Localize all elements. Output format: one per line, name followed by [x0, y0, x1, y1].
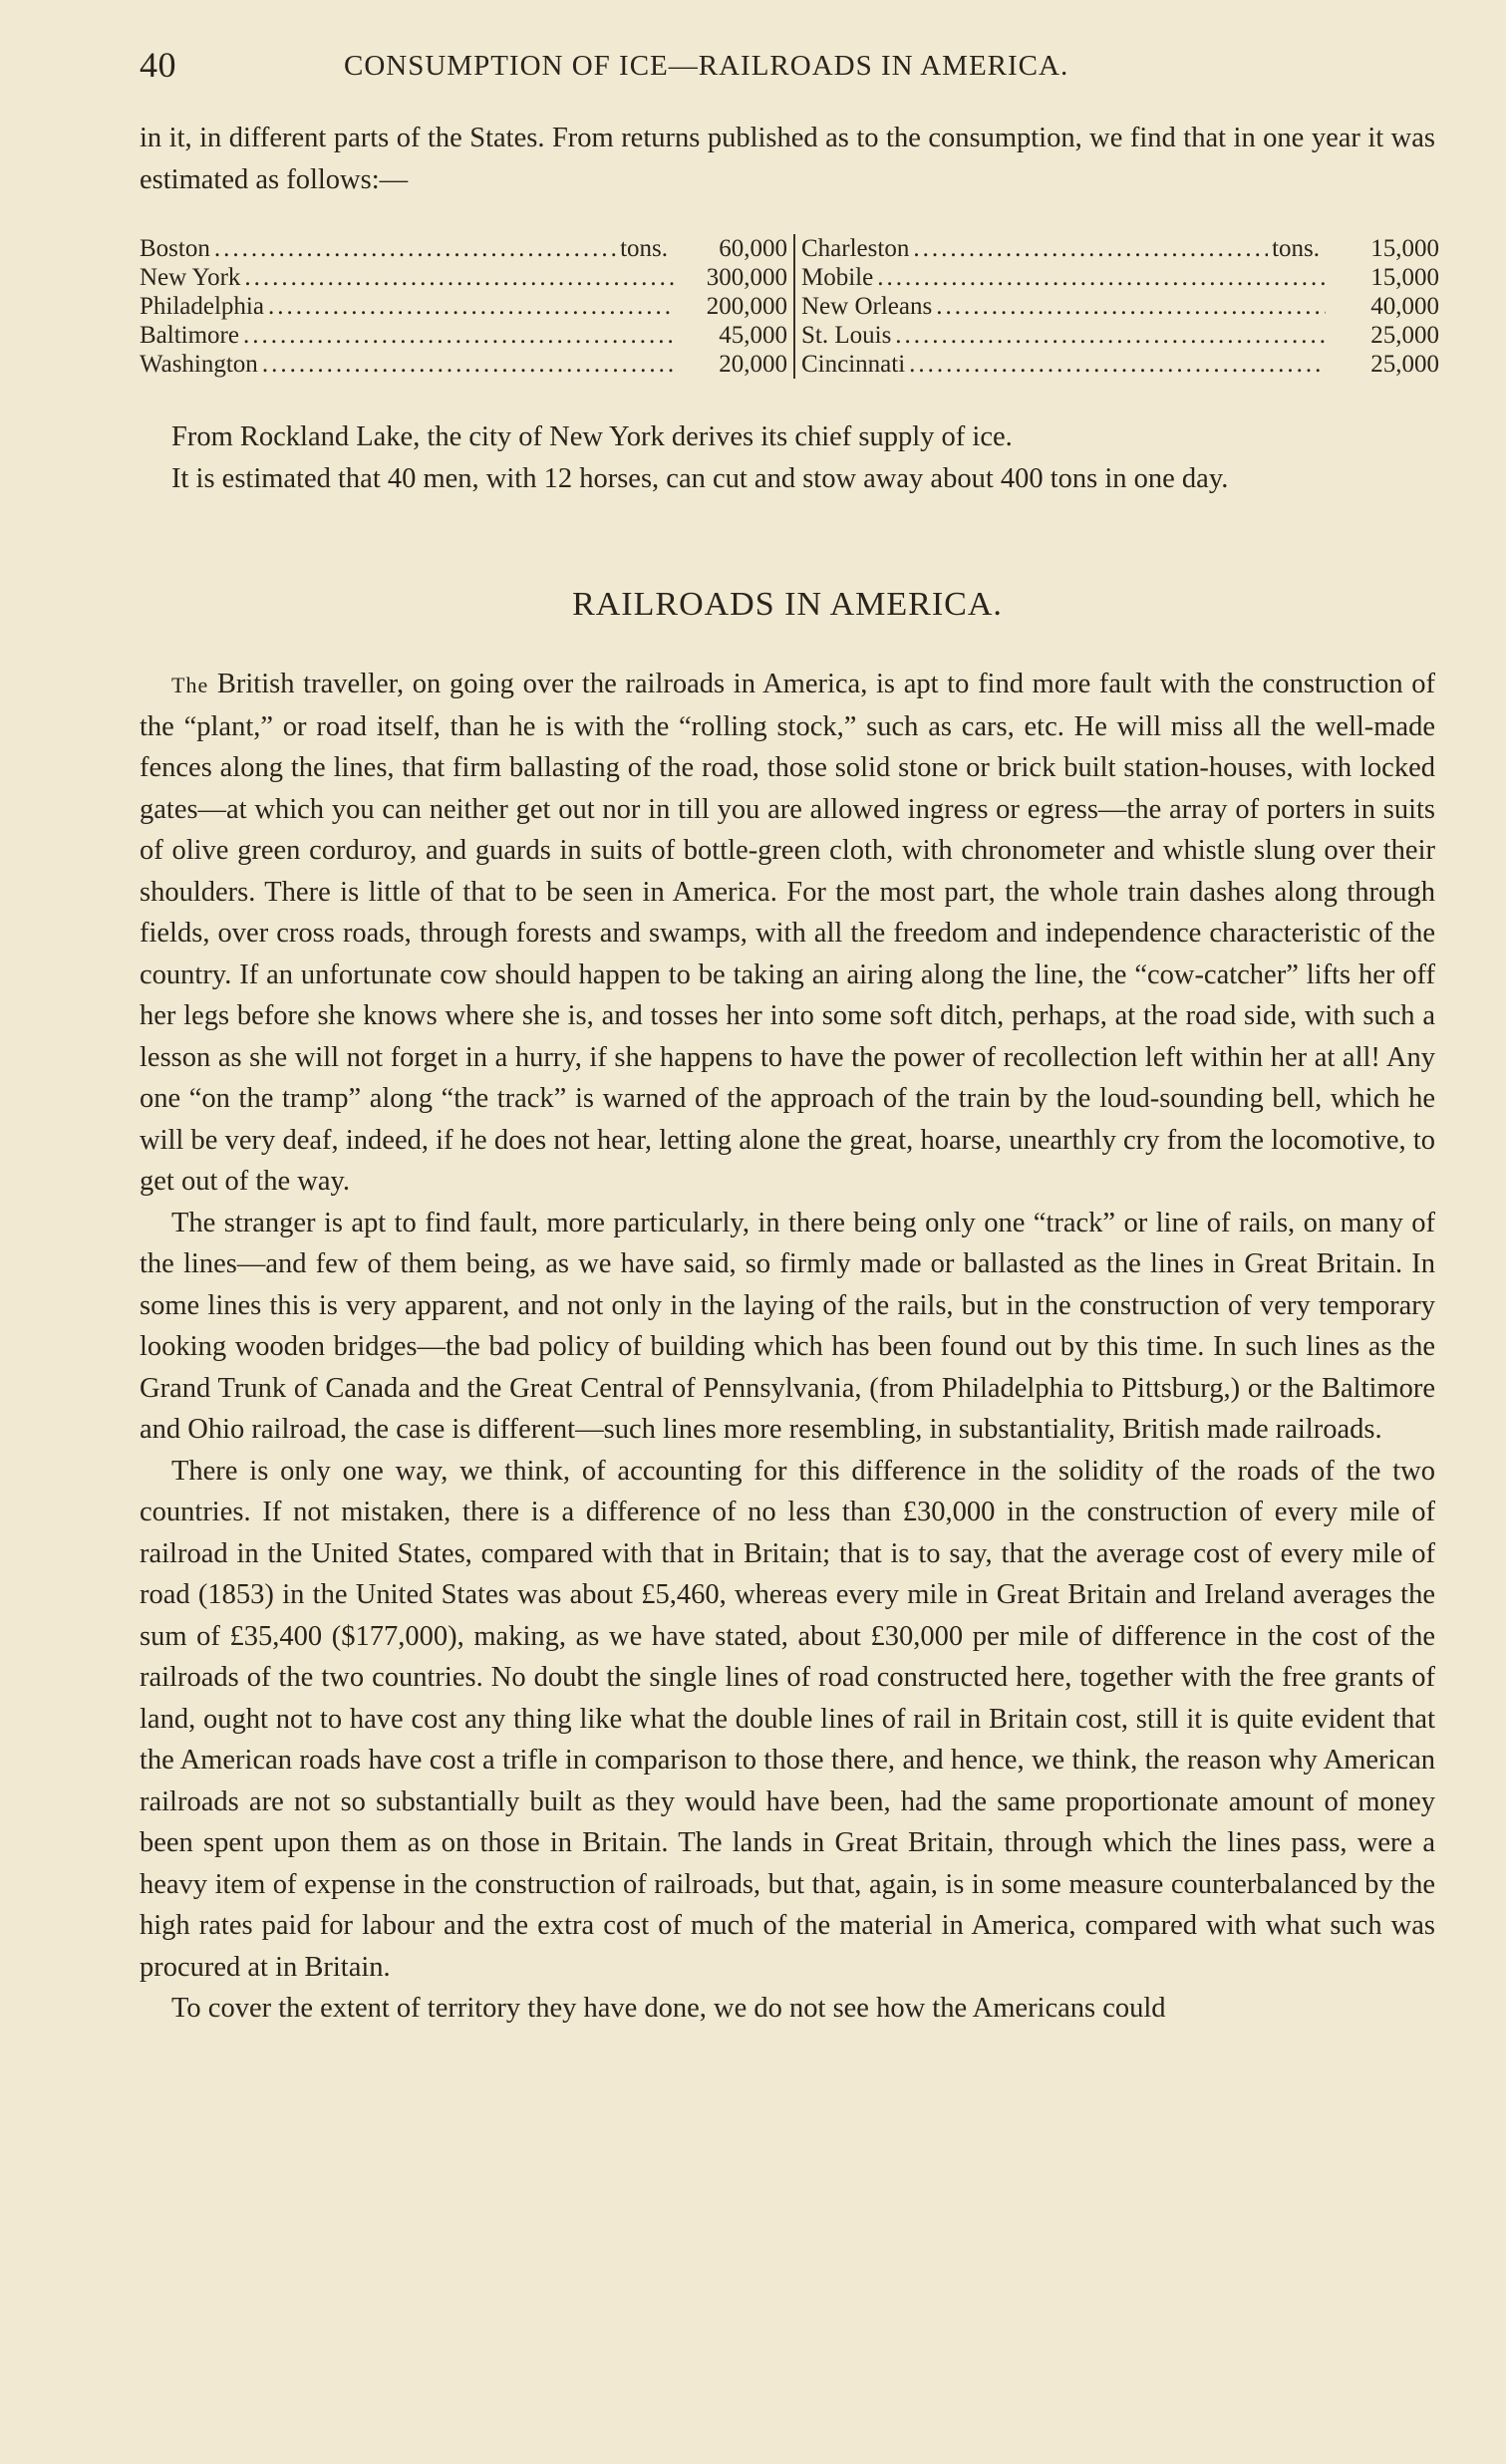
leader-dots [214, 234, 616, 263]
ice-cutting-paragraph: It is estimated that 40 men, with 12 horses, can cut and stow away about 400 tons in one day. [171, 462, 1229, 494]
leader-dots [877, 263, 1326, 292]
table-row [801, 234, 1439, 263]
tons-value: 40,000 [1370, 293, 1439, 320]
tons-value: 15,000 [1370, 264, 1439, 291]
tons-value: 200,000 [706, 293, 787, 320]
table-row [140, 350, 787, 379]
ice-consumption-table [140, 234, 1439, 379]
unit-label: tons. [620, 235, 668, 262]
city-name: New Orleans [801, 293, 933, 320]
table-row [140, 292, 787, 321]
body-paragraph: The stranger is apt to find fault, more particularly, in there being only one “track” or line of rails, on many of the lines—and few of them being, as we have said, so firmly made or ballasted as the lines in Great Britain. In some lines this is very apparent, and not only in the laying of the rails, but in the construction of very temporary looking wooden bridges—the bad policy of building which has been found out by this time. In such lines as the Grand Trunk of Canada and the Great Central of Pennsylvania, (from Philadelphia to Pittsburg,) or the Baltimore and Ohio railroad, the case is different—such lines more resembling, in substantiality, British made railroads. [140, 1207, 1435, 1445]
table-row [140, 263, 787, 292]
tons-value: 15,000 [1370, 235, 1439, 262]
city-name: Charleston [801, 235, 910, 262]
leader-dots [262, 350, 674, 379]
leader-dots [936, 292, 1326, 321]
city-name: Philadelphia [140, 293, 264, 320]
table-row [801, 263, 1439, 292]
city-name: Boston [140, 235, 210, 262]
tons-value: 25,000 [1370, 322, 1439, 349]
city-name: Cincinnati [801, 351, 906, 378]
rockland-lake-paragraph: From Rockland Lake, the city of New York derives its chief supply of ice. [171, 421, 1013, 452]
city-name: Baltimore [140, 322, 239, 349]
table-row [801, 321, 1439, 350]
city-name: Washington [140, 351, 258, 378]
page-header [140, 44, 1375, 84]
city-name: New York [140, 264, 241, 291]
leader-dots [895, 321, 1326, 350]
leader-dots [909, 350, 1326, 379]
leader-dots [913, 234, 1268, 263]
intro-paragraph-block [140, 118, 1435, 200]
ice-notes [140, 416, 1435, 499]
leader-dots [268, 292, 674, 321]
paragraph-text: British traveller, on going over the railroads in America, is apt to find more fault with the construction of the “plant,” or road itself, than he is with the “rolling stock,” such as cars, etc. He will miss all the well-made fences along the lines, that firm ballasting of the road, those solid stone or brick built station-houses, with locked gates—at which you can neither get out nor in till you are allowed ingress or egress—the array of porters in suits of olive green corduroy, and guards in suits of bottle-green cloth, with chronometer and whistle slung over their shoulders. There is little of that to be seen in America. For the most part, the whole train dashes along through fields, over cross roads, through forests and swamps, with all the freedom and independence characteristic of the country. If an unfortunate cow should happen to be taking an airing along the line, the “cow-catcher” lifts her off her legs before she knows where she is, and tosses her into some soft ditch, perhaps, at the road side, with such a lesson as she will not forget in a hurry, if she happens to have the power of recollection left within her at all! Any one “on the tramp” along “the track” is warned of the approach of the train by the loud-sounding bell, which he will be very deaf, indeed, if he does not hear, letting alone the great, hoarse, unearthly cry from the locomotive, to get out of the way. [140, 669, 1435, 1197]
table-row [801, 350, 1439, 379]
leader-dots [243, 321, 674, 350]
paragraph-lead-word: The [171, 673, 209, 697]
body-paragraph: To cover the extent of territory they have done, we do not see how the Americans could [171, 1993, 1166, 2024]
tons-value: 300,000 [706, 264, 787, 291]
body-paragraph [140, 664, 1435, 1203]
table-row [801, 292, 1439, 321]
intro-paragraph: in it, in different parts of the States. From returns published as to the consumption, we find that in one year it was estimated as follows:— [140, 123, 1435, 195]
city-name: St. Louis [801, 322, 892, 349]
table-column-left [140, 234, 795, 379]
table-column-right [795, 234, 1439, 379]
section-body [140, 664, 1435, 2030]
running-title: CONSUMPTION OF ICE—RAILROADS IN AMERICA. [344, 50, 1069, 82]
leader-dots [244, 263, 674, 292]
tons-value: 20,000 [719, 351, 787, 378]
body-paragraph: There is only one way, we think, of accounting for this difference in the solidity of the roads of the two countries. If not mistaken, there is a difference of no less than £30,000 in the construction of every mile of railroad in the United States, compared with that in Britain; that is to say, that the average cost of every mile of road (1853) in the United States was about £5,460, whereas every mile in Great Britain and Ireland averages the sum of £35,400 ($177,000), making, as we have stated, about £30,000 per mile of difference in the cost of the railroads of the two countries. No doubt the single lines of road constructed here, together with the free grants of land, ought not to have cost any thing like what the double lines of rail in Britain cost, still it is quite evident that the American roads have cost a trifle in comparison to those there, and hence, we think, the reason why American railroads are not so substantially built as they would have been, had the same proportionate amount of money been spent upon them as on those in Britain. The lands in Great Britain, through which the lines pass, were a heavy item of expense in the construction of railroads, but that, again, is in some measure counterbalanced by the high rates paid for labour and the extra cost of much of the material in America, compared with what such was procured at in Britain. [140, 1455, 1435, 1983]
unit-label: tons. [1272, 235, 1320, 262]
table-row [140, 321, 787, 350]
section-heading: RAILROADS IN AMERICA. [572, 586, 1003, 623]
page-number: 40 [140, 45, 176, 85]
tons-value: 60,000 [719, 235, 787, 262]
city-name: Mobile [801, 264, 874, 291]
tons-value: 45,000 [719, 322, 787, 349]
table-row [140, 234, 787, 263]
tons-value: 25,000 [1370, 351, 1439, 378]
